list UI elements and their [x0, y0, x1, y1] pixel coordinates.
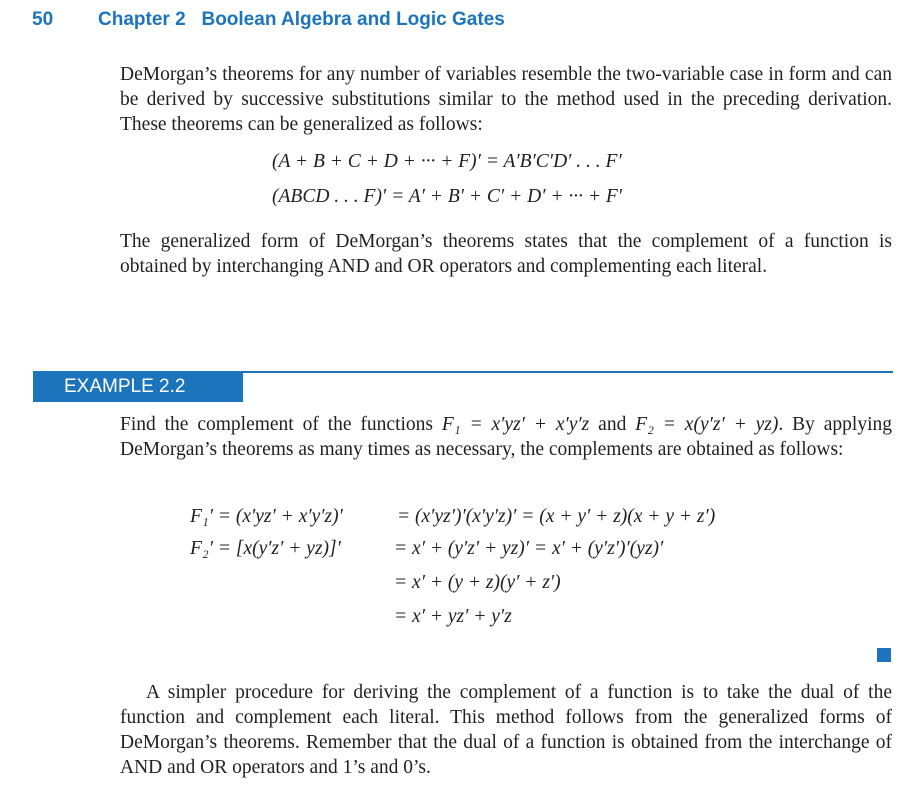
- generalized-paragraph: The generalized form of DeMorgan’s theorems states that the complement of a function is obtained by interchanging AND and OR operators and complementing each literal.: [120, 231, 892, 277]
- and-word: and: [589, 414, 636, 435]
- example-label: EXAMPLE 2.2: [33, 372, 243, 402]
- closing-paragraph: A simpler procedure for deriving the complement of a function is to take the dual of the function and complement each literal. This method follows from the generalized forms of DeMorgan’s theorems. Remember that the dual of a function is obtained from the interchange of AND and OR operators and 1’s and 0’s.: [120, 682, 892, 778]
- intro-paragraph: DeMorgan’s theorems for any number of variables resemble the two-variable case in form and can be derived by successive substitutions similar to the method used in the preceding derivation. These theorems can be generalized as follows:: [120, 64, 892, 135]
- page-number: 50: [32, 9, 54, 30]
- general-equation-1: (A + B + C + D + ··· + F)′ = A′B′C′D′ . . . F′: [272, 151, 622, 172]
- end-of-example-marker: [877, 648, 891, 662]
- example-text-end: . By applying DeMorgan’s theorems as many times as necessary, the complements are obtained as follows:: [120, 414, 893, 460]
- running-header: [32, 9, 505, 31]
- f2-definition: F₂ = x(y′z′ + yz): [635, 414, 779, 435]
- f1-definition: F₁ = x′yz′ + x′y′z: [441, 414, 590, 435]
- f2-step-3: = x′ + yz′ + y′z: [394, 606, 512, 627]
- general-equation-2: (ABCD . . . F)′ = A′ + B′ + C′ + D′ + ··· + F′: [272, 186, 623, 207]
- f2-complement-rhs: = x′ + (y′z′ + yz)′ = x′ + (y′z′)′(yz)′: [394, 538, 664, 559]
- f2-complement-lhs: F₂′ = [x(y′z′ + yz)]′: [190, 538, 341, 559]
- example-text-start: Find the complement of the functions: [120, 414, 442, 435]
- chapter-title: Chapter 2 Boolean Algebra and Logic Gates: [98, 9, 505, 30]
- example-paragraph: [120, 412, 892, 462]
- f1-complement-lhs: F₁′ = (x′yz′ + x′y′z)′: [190, 506, 343, 527]
- f2-step-2: = x′ + (y + z)(y′ + z′): [394, 572, 561, 593]
- f1-complement-rhs: = (x′yz′)′(x′y′z)′ = (x + y′ + z)(x + y + z′): [397, 506, 716, 527]
